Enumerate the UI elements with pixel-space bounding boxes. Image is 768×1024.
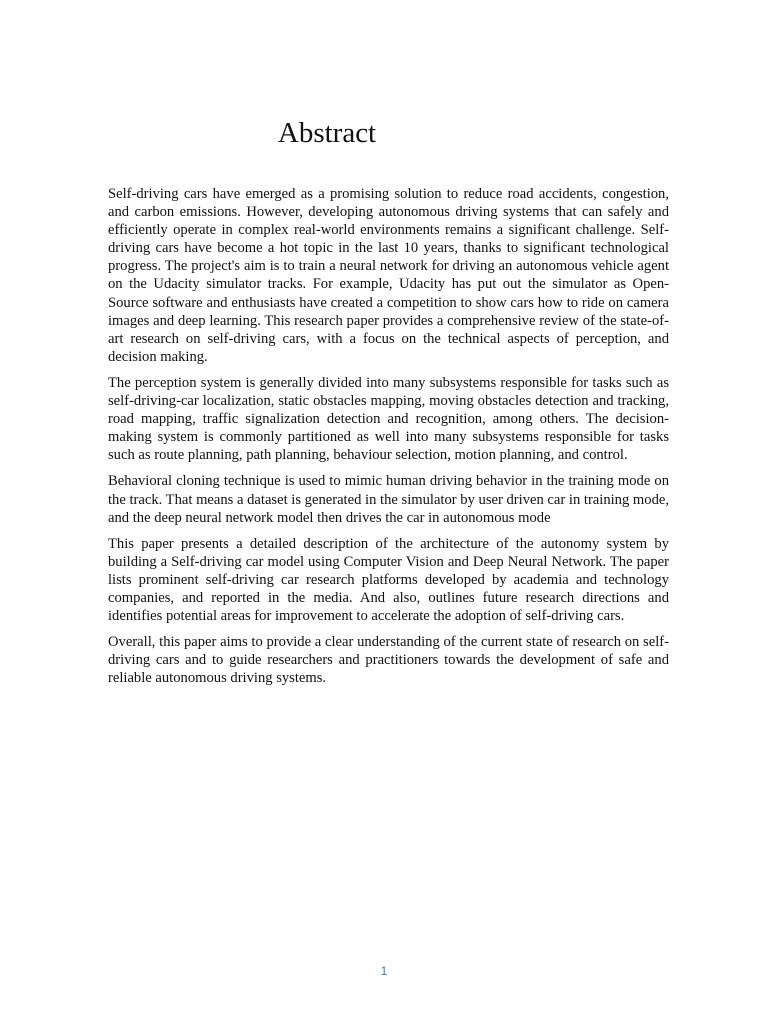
abstract-paragraph-4: This paper presents a detailed description of the architecture of the autonomy system by building a Self-driving car model using Computer Vision and Deep Neural Network. The paper lists prominent self-driving car research platforms developed by academia and technology companies, and reported in the media. And also, outlines future research directions and identifies potential areas for improvement to accelerate the adoption of self-driving cars.	[108, 535, 669, 625]
abstract-paragraph-1: Self-driving cars have emerged as a promising solution to reduce road accidents, congestion, and carbon emissions. However, developing autonomous driving systems that can safely and efficiently operate in complex real-world environments remains a significant challenge. Self-driving cars have become a hot topic in the last 10 years, thanks to significant technological progress. The project's aim is to train a neural network for driving an autonomous vehicle agent on the Udacity simulator tracks. For example, Udacity has put out the simulator as Open-Source software and enthusiasts have created a competition to show cars how to ride on camera images and deep learning. This research paper provides a comprehensive review of the state-of-art research on self-driving cars, with a focus on the technical aspects of perception, and decision making.	[108, 186, 669, 365]
abstract-paragraph-3: Behavioral cloning technique is used to mimic human driving behavior in the training mode on the track. That means a dataset is generated in the simulator by user driven car in training mode, and the deep neural network model then drives the car in autonomous mode	[108, 473, 669, 526]
abstract-body	[108, 185, 669, 695]
page-number: 1	[380, 964, 388, 978]
abstract-paragraph-2: The perception system is generally divided into many subsystems responsible for tasks such as self-driving-car localization, static obstacles mapping, moving obstacles detection and tracking, road mapping, traffic signalization detection and recognition, among others. The decision-making system is commonly partitioned as well into many subsystems responsible for tasks such as route planning, path planning, behaviour selection, motion planning, and control.	[108, 374, 669, 464]
abstract-paragraph-5: Overall, this paper aims to provide a clear understanding of the current state of research on self-driving cars and to guide researchers and practitioners towards the development of safe and reliable autonomous driving systems.	[108, 634, 669, 687]
abstract-title: Abstract	[277, 117, 377, 149]
